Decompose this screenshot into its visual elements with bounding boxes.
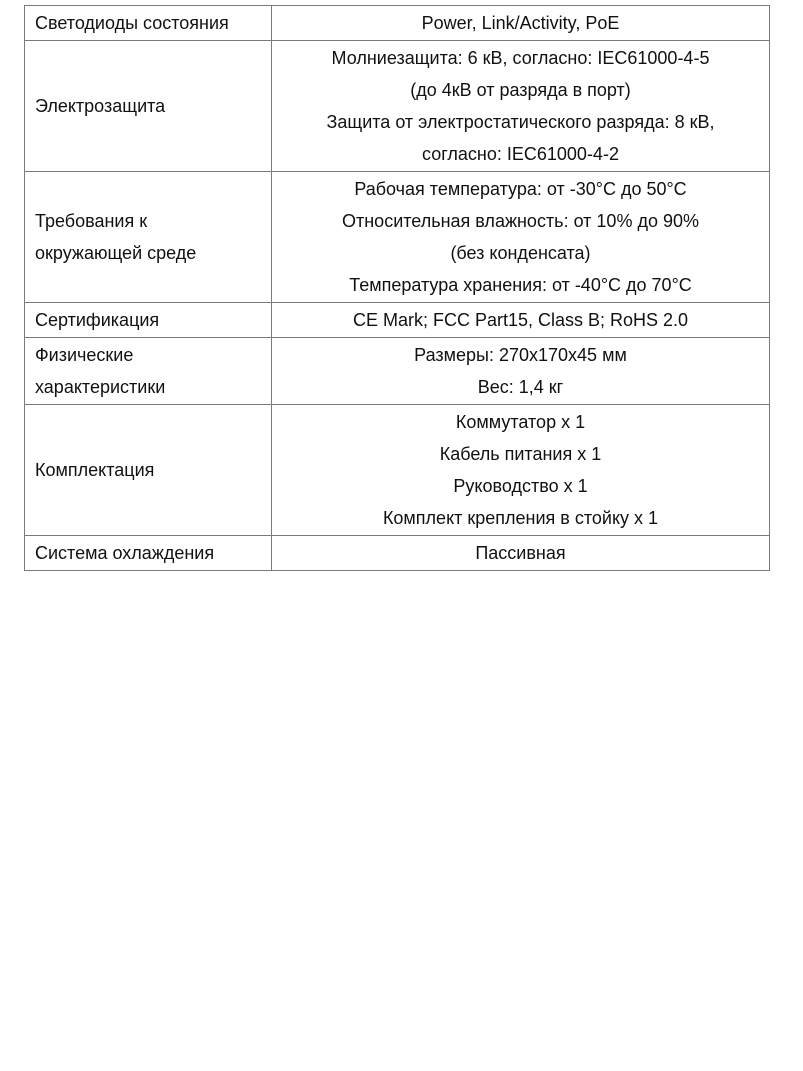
table-row-package-contents [25, 405, 770, 536]
param-cell [25, 41, 272, 172]
value-cell [272, 536, 770, 571]
value-text: Молниезащита: 6 кВ, согласно: IEC61000-4-5 [331, 48, 710, 68]
table-row-status-leds [25, 6, 770, 41]
param-cell [25, 172, 272, 303]
value-text: Power, Link/Activity, PoE [421, 13, 620, 33]
table-row-certification [25, 303, 770, 338]
value-cell [272, 41, 770, 172]
value-cell [272, 405, 770, 536]
param-label: Требования к [35, 211, 148, 231]
value-text: Пассивная [475, 543, 566, 563]
param-label: Сертификация [35, 310, 160, 330]
value-text: Комплект крепления в стойку x 1 [382, 508, 659, 528]
value-cell [272, 172, 770, 303]
table-row-electrical-protection [25, 41, 770, 172]
value-cell [272, 6, 770, 41]
param-label: окружающей среде [35, 243, 197, 263]
value-text: (до 4кВ от разряда в порт) [410, 80, 631, 100]
table-row-cooling [25, 536, 770, 571]
param-label: Электрозащита [35, 96, 166, 116]
value-cell [272, 338, 770, 405]
value-text: Коммутатор x 1 [455, 412, 586, 432]
value-text: Относительная влажность: от 10% до 90% [342, 211, 699, 231]
value-text: Кабель питания x 1 [439, 444, 602, 464]
spec-table [24, 5, 770, 571]
table-row-physical [25, 338, 770, 405]
value-text: согласно: IEC61000-4-2 [422, 144, 619, 164]
value-text: Размеры: 270x170x45 мм [414, 345, 627, 365]
value-text: Рабочая температура: от -30°С до 50°С [354, 179, 687, 199]
value-text: Защита от электростатического разряда: 8 кВ, [326, 112, 715, 132]
param-label: характеристики [35, 377, 166, 397]
param-cell [25, 536, 272, 571]
value-text: CE Mark; FCC Part15, Class B; RoHS 2.0 [352, 310, 689, 330]
value-text: (без конденсата) [450, 243, 591, 263]
param-cell [25, 303, 272, 338]
value-cell [272, 303, 770, 338]
value-text: Температура хранения: от -40°С до 70°С [349, 275, 692, 295]
param-cell [25, 338, 272, 405]
param-label: Физические [35, 345, 134, 365]
value-text: Руководство x 1 [453, 476, 588, 496]
param-label: Комплектация [35, 460, 155, 480]
param-label: Система охлаждения [35, 543, 215, 563]
value-text: Вес: 1,4 кг [477, 377, 564, 397]
param-label: Светодиоды состояния [35, 13, 229, 33]
table-row-environment [25, 172, 770, 303]
param-cell [25, 405, 272, 536]
param-cell [25, 6, 272, 41]
